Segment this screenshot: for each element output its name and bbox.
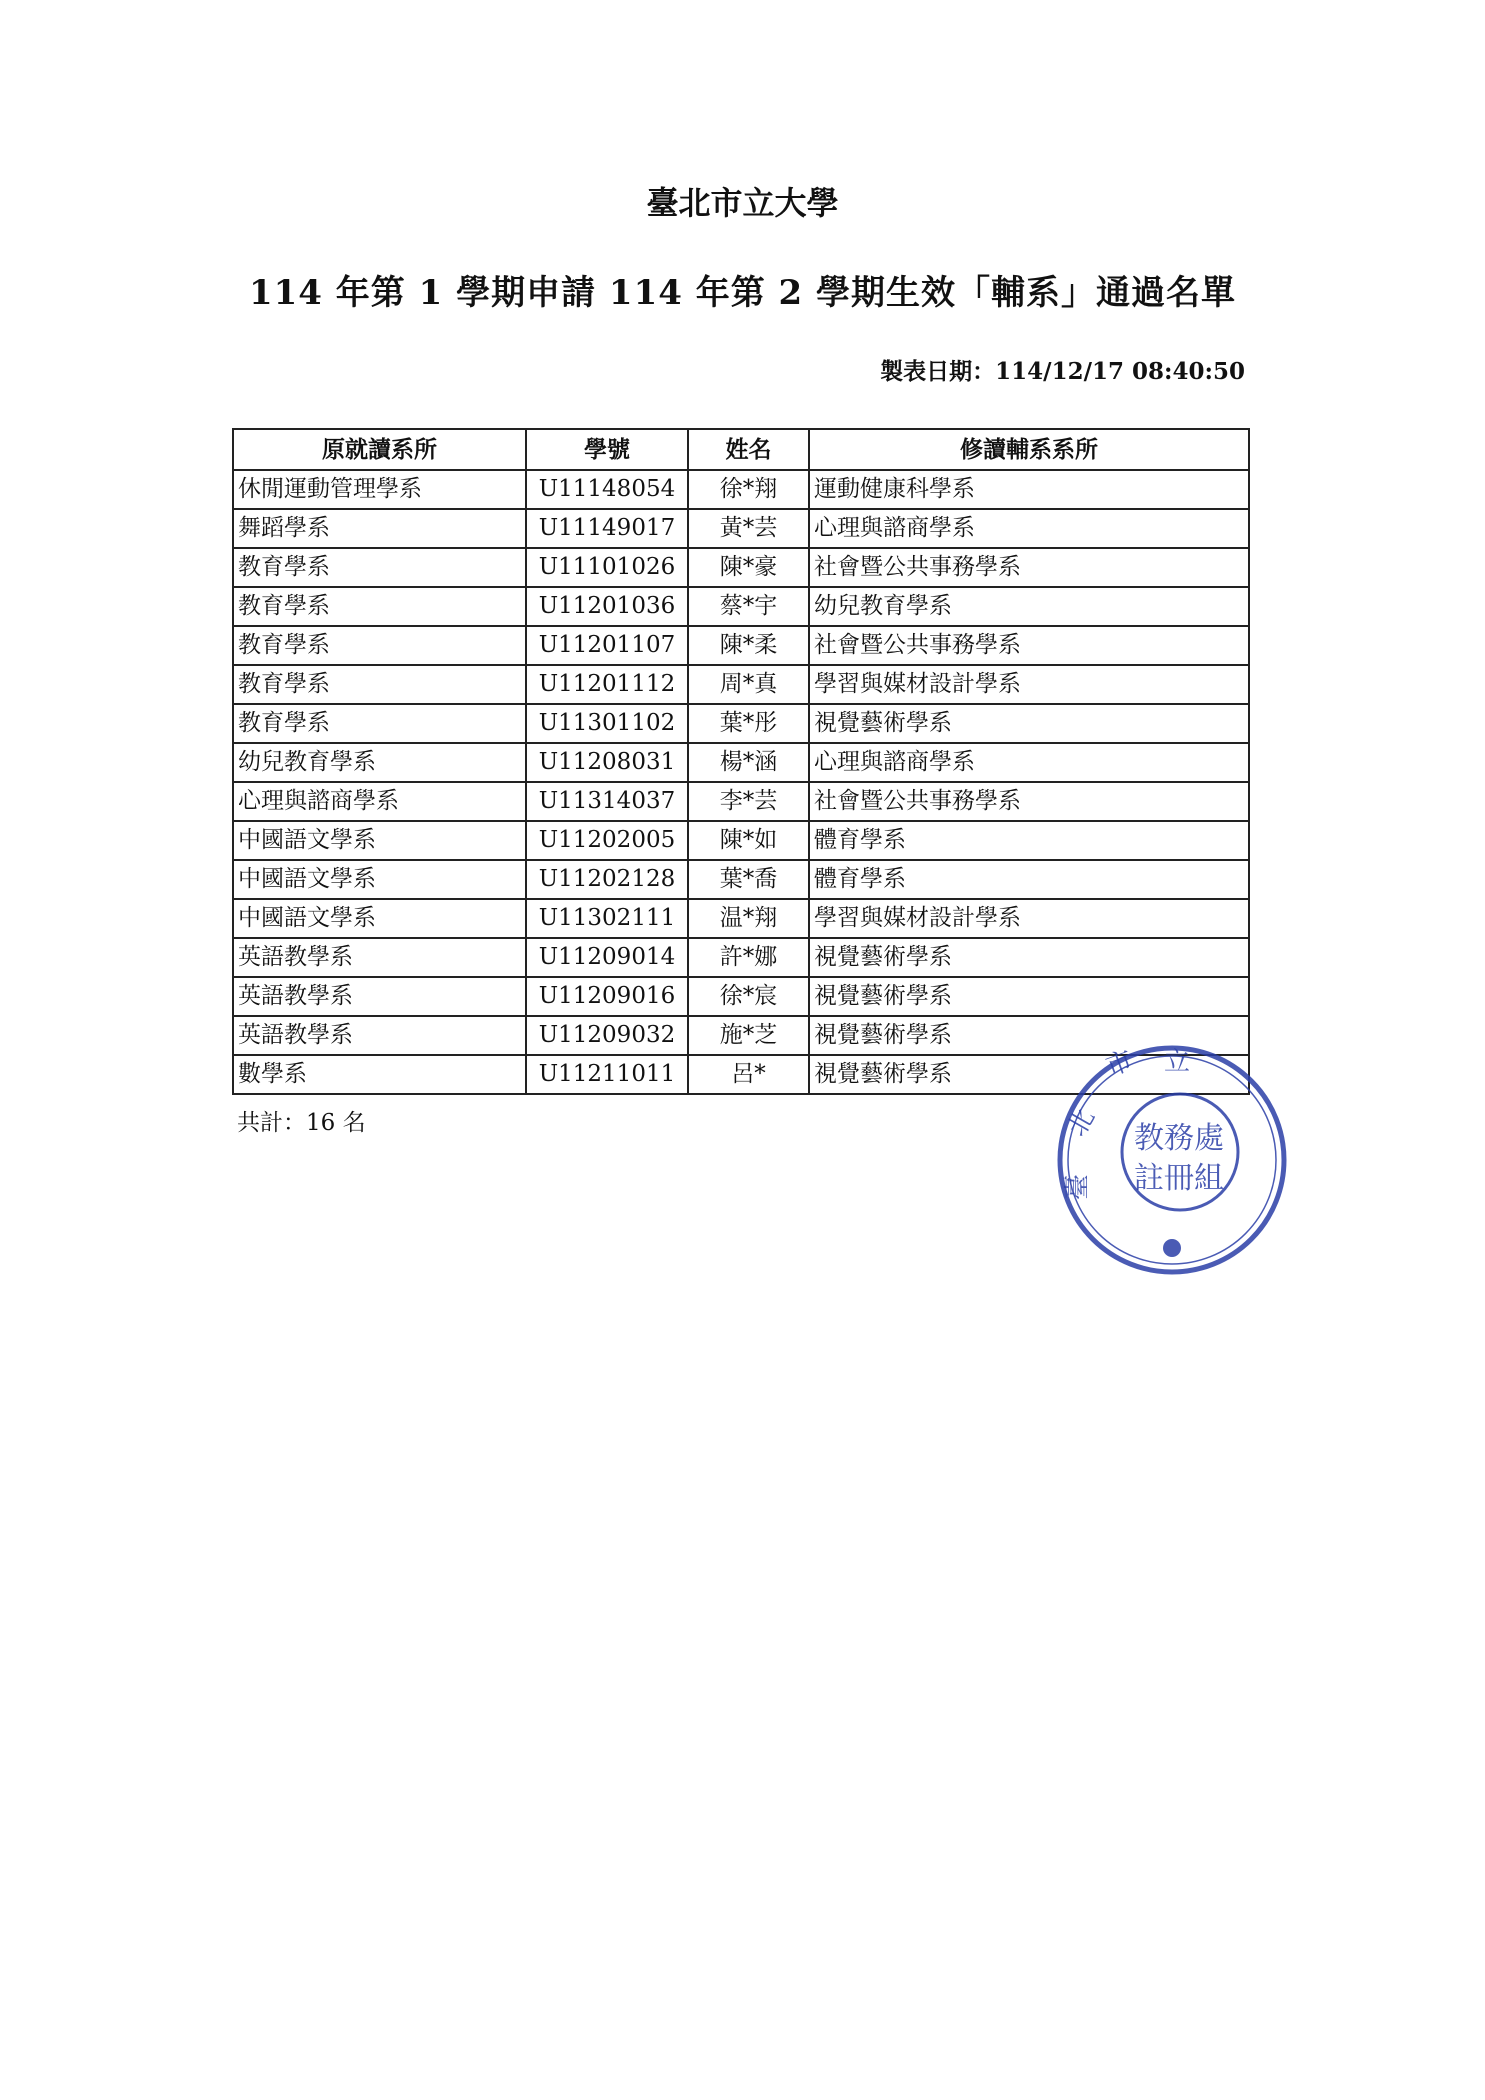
col-original-dept: 原就讀系所 [233,429,526,470]
cell-minor-dept: 社會暨公共事務學系 [809,782,1249,821]
cell-student-name: 呂* [688,1055,809,1094]
table-row [233,821,1249,860]
cell-minor-dept: 視覺藝術學系 [809,1055,1249,1094]
cell-minor-dept: 運動健康科學系 [809,470,1249,509]
table-row [233,704,1249,743]
cell-student-name: 徐*翔 [688,470,809,509]
cell-minor-dept: 視覺藝術學系 [809,1016,1249,1055]
cell-student-name: 陳*柔 [688,626,809,665]
cell-student-id: U11148054 [526,470,688,509]
cell-student-id: U11209014 [526,938,688,977]
registry-seal-stamp [1052,1040,1292,1280]
cell-student-id: U11209032 [526,1016,688,1055]
cell-student-name: 楊*涵 [688,743,809,782]
cell-minor-dept: 學習與媒材設計學系 [809,899,1249,938]
approved-list-table [232,428,1250,1095]
cell-student-id: U11202128 [526,860,688,899]
svg-text:北: 北 [1062,1103,1102,1142]
table-row [233,743,1249,782]
cell-student-name: 陳*如 [688,821,809,860]
cell-minor-dept: 社會暨公共事務學系 [809,626,1249,665]
cell-minor-dept: 學習與媒材設計學系 [809,665,1249,704]
cell-student-id: U11201107 [526,626,688,665]
report-date: 製表日期：114/12/17 08:40:50 [880,358,1245,385]
cell-minor-dept: 體育學系 [809,860,1249,899]
cell-student-id: U11302111 [526,899,688,938]
cell-original-dept: 教育學系 [233,665,526,704]
cell-original-dept: 中國語文學系 [233,899,526,938]
cell-original-dept: 英語教學系 [233,977,526,1016]
cell-student-name: 許*娜 [688,938,809,977]
table-row [233,977,1249,1016]
cell-student-id: U11314037 [526,782,688,821]
cell-minor-dept: 視覺藝術學系 [809,938,1249,977]
table-row [233,860,1249,899]
cell-student-id: U11101026 [526,548,688,587]
cell-student-name: 黃*芸 [688,509,809,548]
cell-minor-dept: 心理與諮商學系 [809,743,1249,782]
cell-student-id: U11201036 [526,587,688,626]
cell-minor-dept: 幼兒教育學系 [809,587,1249,626]
cell-student-name: 温*翔 [688,899,809,938]
svg-text:教務處: 教務處 [1134,1121,1224,1156]
cell-student-name: 李*芸 [688,782,809,821]
cell-original-dept: 教育學系 [233,704,526,743]
cell-student-name: 周*真 [688,665,809,704]
cell-original-dept: 幼兒教育學系 [233,743,526,782]
table-row [233,782,1249,821]
table-row [233,587,1249,626]
cell-student-id: U11208031 [526,743,688,782]
cell-original-dept: 數學系 [233,1055,526,1094]
cell-minor-dept: 視覺藝術學系 [809,704,1249,743]
cell-minor-dept: 心理與諮商學系 [809,509,1249,548]
cell-original-dept: 休閒運動管理學系 [233,470,526,509]
table-row [233,509,1249,548]
cell-original-dept: 舞蹈學系 [233,509,526,548]
table-row [233,548,1249,587]
cell-original-dept: 教育學系 [233,548,526,587]
cell-student-id: U11202005 [526,821,688,860]
cell-original-dept: 中國語文學系 [233,821,526,860]
cell-student-name: 陳*豪 [688,548,809,587]
col-student-id: 學號 [526,429,688,470]
cell-student-id: U11211011 [526,1055,688,1094]
col-minor-dept: 修讀輔系系所 [809,429,1249,470]
total-count: 共計：16 名 [237,1110,366,1136]
cell-minor-dept: 體育學系 [809,821,1249,860]
cell-student-name: 葉*喬 [688,860,809,899]
cell-original-dept: 英語教學系 [233,1016,526,1055]
cell-student-name: 施*芝 [688,1016,809,1055]
cell-minor-dept: 社會暨公共事務學系 [809,548,1249,587]
svg-text:臺: 臺 [1063,1173,1093,1200]
cell-student-name: 葉*彤 [688,704,809,743]
cell-student-id: U11201112 [526,665,688,704]
col-name: 姓名 [688,429,809,470]
cell-original-dept: 教育學系 [233,626,526,665]
table-row [233,938,1249,977]
cell-original-dept: 中國語文學系 [233,860,526,899]
document-title: 臺北市立大學 [646,184,839,222]
cell-student-id: U11209016 [526,977,688,1016]
cell-student-id: U11149017 [526,509,688,548]
cell-minor-dept: 視覺藝術學系 [809,977,1249,1016]
cell-student-id: U11301102 [526,704,688,743]
svg-text:市: 市 [1102,1045,1137,1083]
cell-original-dept: 英語教學系 [233,938,526,977]
svg-text:註冊組: 註冊組 [1134,1161,1224,1196]
table-row [233,899,1249,938]
cell-student-name: 徐*宸 [688,977,809,1016]
document-subtitle: 114 年第 1 學期申請 114 年第 2 學期生效「輔系」通過名單 [248,273,1237,313]
table-row [233,665,1249,704]
table-row [233,626,1249,665]
cell-original-dept: 教育學系 [233,587,526,626]
table-row [233,470,1249,509]
svg-text:立: 立 [1164,1047,1191,1077]
cell-original-dept: 心理與諮商學系 [233,782,526,821]
cell-student-name: 蔡*宇 [688,587,809,626]
table-header-row [233,429,1249,470]
